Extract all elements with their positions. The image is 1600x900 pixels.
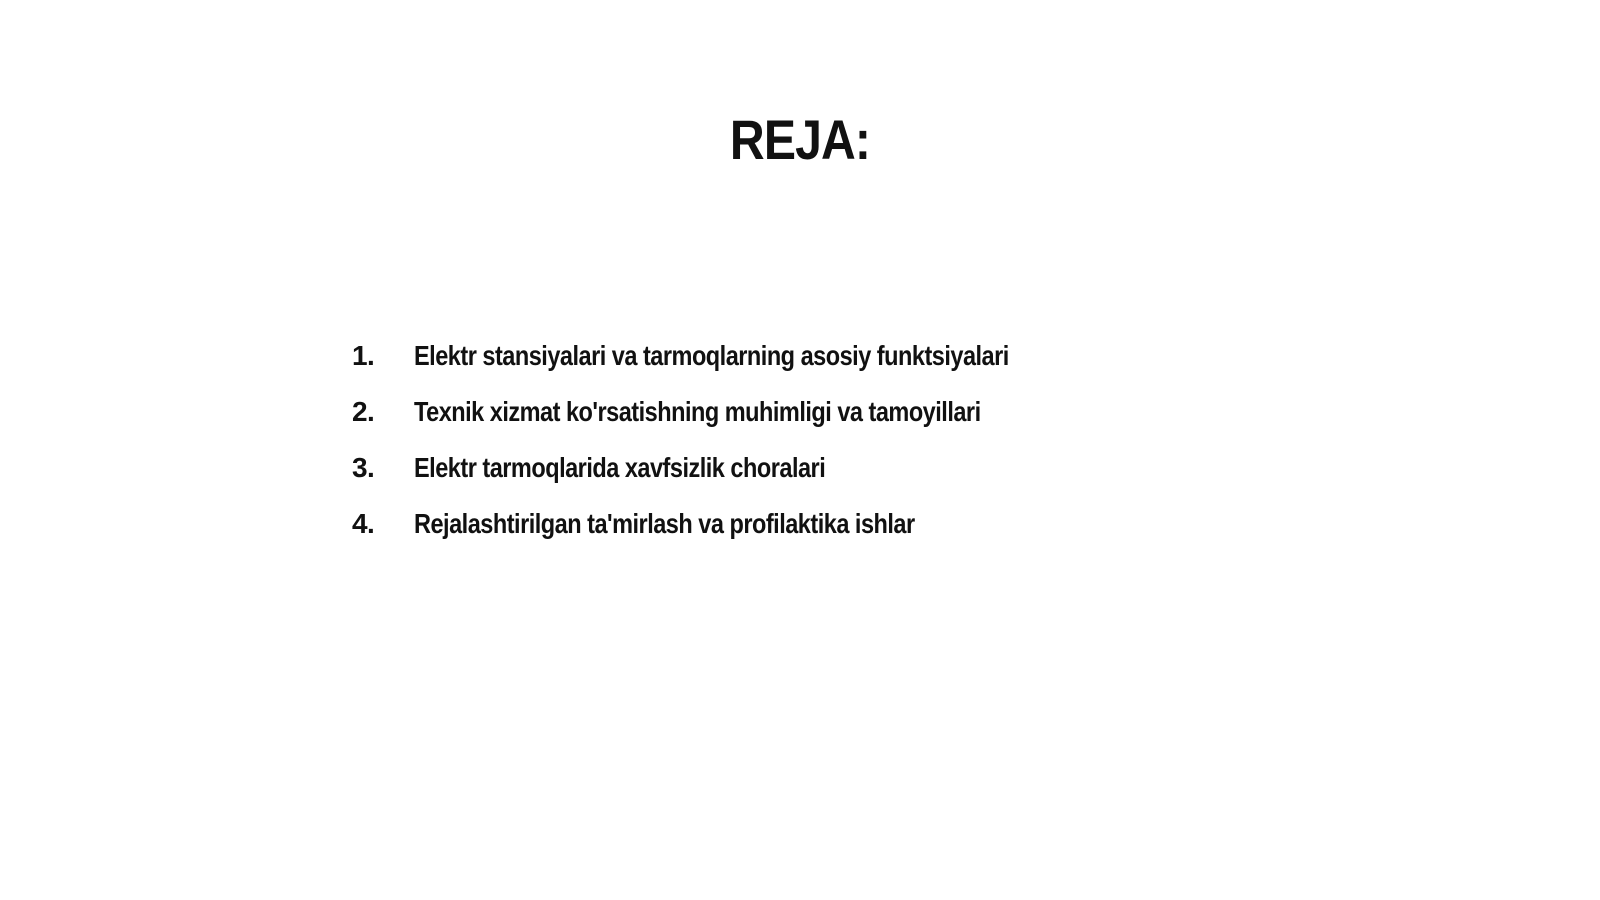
slide-title: REJA: [729,108,871,171]
plan-item-text: Elektr stansiyalari va tarmoqlarning asosiy funktsiyalari [414,340,1009,371]
plan-item-2 [352,384,1122,440]
plan-list [352,328,1122,552]
plan-item-4 [352,496,1122,552]
plan-item-text: Texnik xizmat ko'rsatishning muhimligi va tamoyillari [414,396,981,427]
plan-item-3 [352,440,1122,496]
plan-item-text: Rejalashtirilgan ta'mirlash va profilaktika ishlar [414,508,915,539]
plan-item-1 [352,328,1122,384]
plan-item-number: 2. [352,396,375,427]
plan-item-number: 3. [352,452,375,483]
plan-item-number: 4. [352,508,375,539]
plan-item-text: Elektr tarmoqlarida xavfsizlik choralari [414,452,826,483]
plan-item-number: 1. [352,340,375,371]
